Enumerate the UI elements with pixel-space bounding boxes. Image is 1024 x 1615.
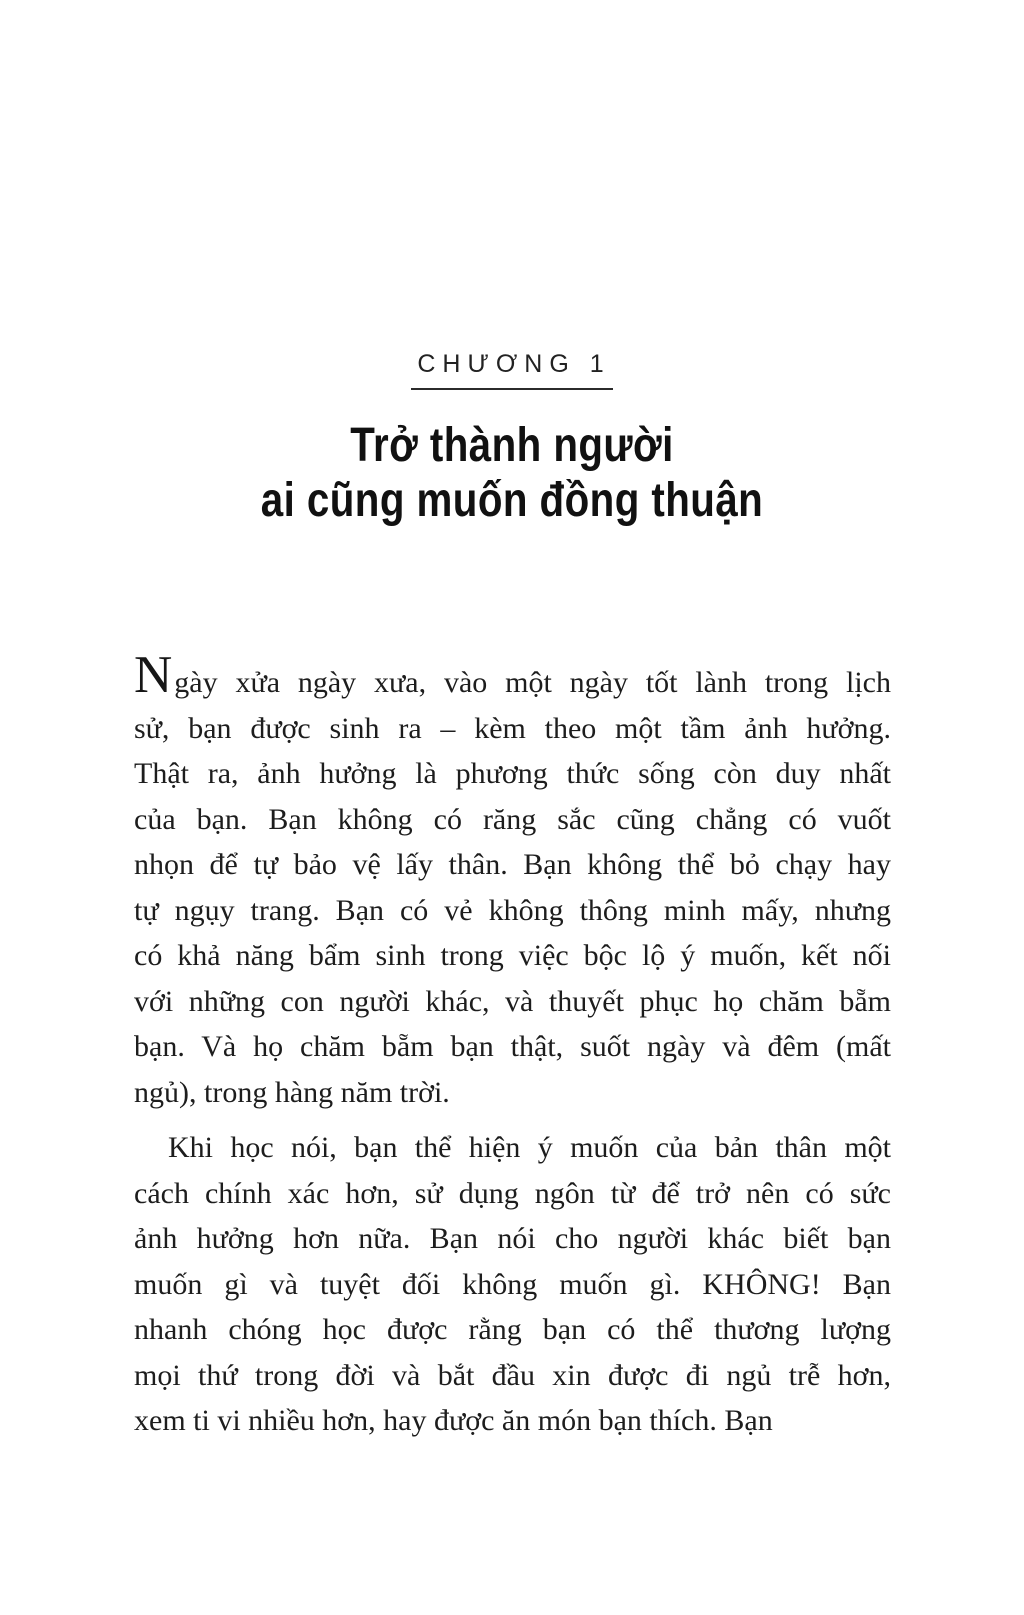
body-text — [134, 646, 891, 1444]
text-line: có khả năng bẩm sinh trong việc bộc lộ ý muốn, kết nối — [134, 939, 891, 972]
text-line: nhanh chóng học được rằng bạn có thể thương lượng — [134, 1313, 891, 1346]
text-line: tự ngụy trang. Bạn có vẻ không thông minh mấy, nhưng — [134, 893, 891, 927]
paragraph-initial-cap: N — [134, 646, 173, 704]
text-line: mọi thứ trong đời và bắt đầu xin được đi ngủ trễ hơn, — [134, 1358, 891, 1392]
text-line: bạn. Và họ chăm bẵm bạn thật, suốt ngày và đêm (mất — [134, 1030, 891, 1063]
text-line-content: gày xửa ngày xưa, vào một ngày tốt lành trong lịch — [174, 666, 891, 699]
paragraph-1 — [134, 646, 891, 1115]
text-line: nhọn để tự bảo vệ lấy thân. Bạn không thể bỏ chạy hay — [134, 848, 891, 881]
text-line: cách chính xác hơn, sử dụng ngôn từ để trở nên có sức — [134, 1176, 891, 1210]
text-line: Thật ra, ảnh hưởng là phương thức sống còn duy nhất — [134, 757, 891, 790]
text-line: của bạn. Bạn không có răng sắc cũng chẳng có vuốt — [134, 802, 891, 836]
text-line: xem ti vi nhiều hơn, hay được ăn món bạn thích. Bạn — [134, 1404, 773, 1437]
chapter-heading-wrap — [0, 0, 1024, 390]
text-line: với những con người khác, và thuyết phục họ chăm bẵm — [134, 984, 891, 1018]
text-line: ảnh hưởng hơn nữa. Bạn nói cho người khác biết bạn — [134, 1222, 891, 1255]
chapter-label: CHƯƠNG 1 — [411, 350, 612, 390]
chapter-title — [0, 418, 1024, 528]
chapter-title-line-1: Trở thành người — [350, 419, 674, 472]
text-line: Khi học nói, bạn thể hiện ý muốn của bản thân một — [168, 1131, 891, 1164]
text-line: muốn gì và tuyệt đối không muốn gì. KHÔNG! Bạn — [134, 1267, 891, 1301]
chapter-title-line-2: ai cũng muốn đồng thuận — [260, 474, 764, 527]
text-line — [134, 646, 891, 706]
paragraph-2 — [134, 1125, 891, 1444]
text-line: ngủ), trong hàng năm trời. — [134, 1075, 450, 1109]
text-line: sử, bạn được sinh ra – kèm theo một tầm ảnh hưởng. — [134, 711, 891, 745]
